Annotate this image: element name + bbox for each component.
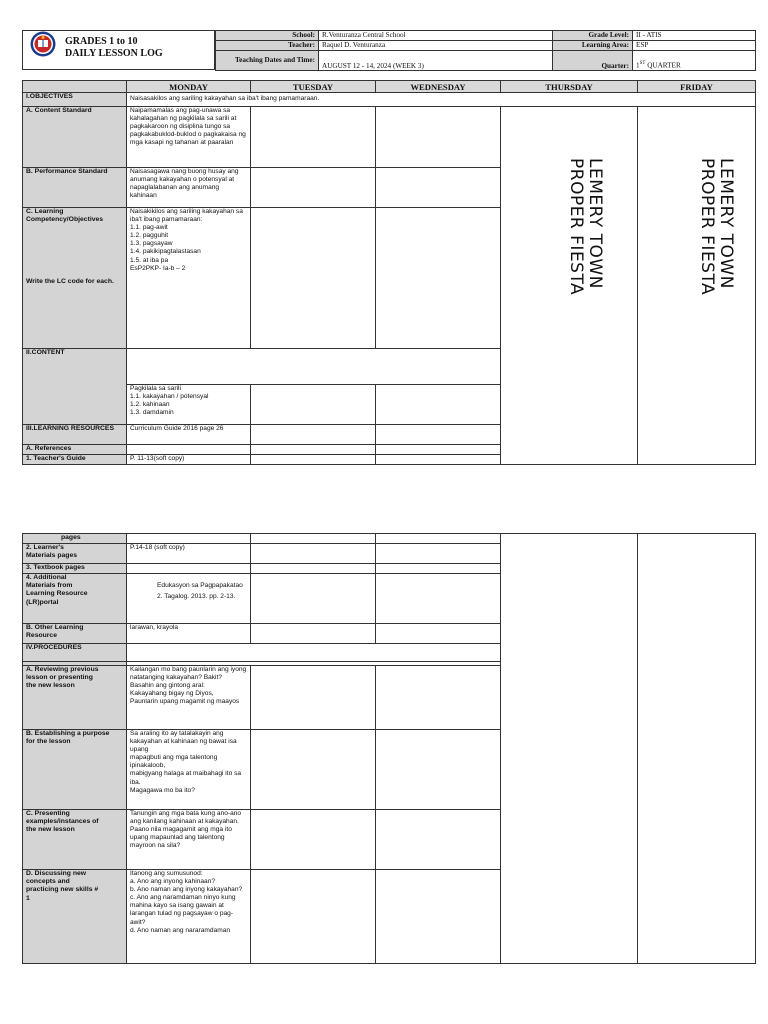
pages-monday [127,534,251,544]
references-wednesday [376,445,501,455]
additional-materials-monday: Edukasyon sa Pagpapakatao 2. Tagalog. 2013. pp. 2-13. [127,574,251,624]
additional-materials-wednesday [376,574,501,624]
content-standard-monday: Naipamamalas ang pag-unawa sa kahalagahan ng pagkilala sa sarili at pagkakaroon ng disiplina tungo sa pagkakabuklod-buklod o pagkakaisa ng mga kasapi ng tahanan at paaralan [127,107,251,168]
content-tuesday [251,385,376,425]
header-info-table [215,30,756,71]
content-standard-wednesday [376,107,501,168]
quarter-word: QUARTER [645,61,681,70]
area-value: ESP [633,41,756,51]
teacher-value: Raquel D. Venturanza [319,41,553,51]
lesson-log-table-page2 [22,533,756,964]
friday-column-page2 [638,534,756,964]
reviewing-lesson-tuesday [251,666,376,730]
competency-tuesday [251,208,376,349]
other-resource-wednesday [376,624,501,644]
day-wednesday: WEDNESDAY [376,81,501,93]
objectives-label: I.OBJECTIVES [23,93,127,107]
content-standard-label: A. Content Standard [23,107,127,168]
area-label: Learning Area: [553,41,633,51]
reviewing-lesson-label: A. Reviewing previous lesson or presenting the new lesson [23,666,127,730]
performance-standard-monday: Naisasagawa nang buong husay ang anumang kakayahan o potensyal at napaglalabanan ang anumang kahinaan [127,168,251,208]
teachers-guide-tuesday [251,455,376,465]
objectives-text: Naisasakilos ang sariling kakayahan sa iba't ibang pamamaraan. [127,93,756,107]
lc-code-label: Write the LC code for each. [26,278,114,286]
quarter-label: Quarter: [553,51,633,71]
competency-label [23,208,127,349]
thursday-column-page2 [501,534,638,964]
pages-tuesday [251,534,376,544]
learners-materials-monday: P.14-18 (soft copy) [127,544,251,564]
resources-tuesday [251,425,376,445]
presenting-examples-monday: Tanungin ang mga bata kung ano-ano ang kanilang kahinaan at kakayahan. Paano nila magagamit ang mga ito upang mapaunlad ang talentong mayroon na sila? [127,810,251,870]
learners-materials-label: 2. Learner's Materials pages [23,544,127,564]
resources-wednesday [376,425,501,445]
other-resource-tuesday [251,624,376,644]
performance-standard-tuesday [251,168,376,208]
textbook-wednesday [376,564,501,574]
content-blank [127,349,501,385]
establishing-purpose-monday: Sa araling ito ay tatalakayin ang kakayahan at kahinaan ng bawat isa upang mapagbuti ang mga talentong ipinakaloob, mabigyang halaga at maibahagi ito sa iba. Magagawa mo ba ito? [127,730,251,810]
pages-label: pages [23,534,127,544]
competency-label-text: C. Learning Competency/Objectives [26,208,104,224]
presenting-examples-wednesday [376,810,501,870]
performance-standard-label: B. Performance Standard [23,168,127,208]
content-standard-tuesday [251,107,376,168]
establishing-purpose-wednesday [376,730,501,810]
school-value: R.Venturanza Central School [319,31,553,41]
learners-materials-wednesday [376,544,501,564]
procedures-blank [127,644,501,662]
resources-monday: Curriculum Guide 2016 page 26 [127,425,251,445]
content-label: II.CONTENT [23,349,127,425]
grade-value: II - ATIS [633,31,756,41]
competency-monday: Naisakikilos ang sariling kakayahan sa iba't ibang pamamaraan: 1.1. pag-awit 1.2. pagguhit 1.3. pagsayaw 1.4. pakikipagtalastasan 1.5. at iba pa EsP2PKP- Ia-b – 2 [127,208,251,349]
textbook-monday [127,564,251,574]
pages-wednesday [376,534,501,544]
teachers-guide-wednesday [376,455,501,465]
dates-value: AUGUST 12 - 14, 2024 (WEEK 3) [319,51,553,71]
content-wednesday [376,385,501,425]
discussing-concepts-monday: Itanong ang sumusunod: a. Ano ang inyong kahinaan? b. Ano naman ang inyong kakayahan? c. Ano ang naramdaman ninyo kung mahina kayo sa isang gawain at larangan tulad ng pagsayaw o pag-awit? d. Ano naman ang nararamdaman [127,870,251,964]
additional-materials-tuesday [251,574,376,624]
performance-standard-wednesday [376,168,501,208]
competency-wednesday [376,208,501,349]
textbook-label: 3. Textbook pages [23,564,127,574]
grade-label: Grade Level: [553,31,633,41]
teachers-guide-monday: P. 11-13(soft copy) [127,455,251,465]
textbook-tuesday [251,564,376,574]
dates-label: Teaching Dates and Time: [216,51,319,71]
teachers-guide-label: 1. Teacher's Guide [23,455,127,465]
other-resource-label: B. Other Learning Resource [23,624,127,644]
discussing-concepts-label: D. Discussing new concepts and practicing new skills # 1 [23,870,127,964]
learners-materials-tuesday [251,544,376,564]
day-thursday: THURSDAY [501,81,638,93]
corner-cell [23,81,127,93]
references-tuesday [251,445,376,455]
quarter-num: 1 [636,61,640,70]
establishing-purpose-label: B. Establishing a purpose for the lesson [23,730,127,810]
references-monday [127,445,251,455]
title-box [22,30,215,70]
reviewing-lesson-monday: Kailangan mo bang paunlarin ang iyong natatanging kakayahan? Bakit? Basahin ang gintong aral: Kakayahang bigay ng Diyos, Paunlarin upang magamit ng maayos [127,666,251,730]
discussing-concepts-tuesday [251,870,376,964]
day-monday: MONDAY [127,81,251,93]
day-friday: FRIDAY [638,81,756,93]
quarter-value [633,51,756,71]
discussing-concepts-wednesday [376,870,501,964]
school-label: School: [216,31,319,41]
other-resource-monday: larawan, krayola [127,624,251,644]
friday-fiesta-text: LEMERY TOWN PROPER FIESTA [697,158,736,296]
establishing-purpose-tuesday [251,730,376,810]
form-title-line2: DAILY LESSON LOG [65,48,163,59]
teacher-label: Teacher: [216,41,319,51]
reviewing-lesson-wednesday [376,666,501,730]
references-label: A. References [23,445,127,455]
form-title-line1: GRADES 1 to 10 [65,36,138,47]
lesson-log-table-page1 [22,80,756,465]
content-monday: Pagkilala sa sarili 1.1. kakayahan / potensyal 1.2. kahinaan 1.3. damdamin [127,385,251,425]
resources-label: III.LEARNING RESOURCES [23,425,127,445]
presenting-examples-label: C. Presenting examples/instances of the new lesson [23,810,127,870]
procedures-label: IV.PROCEDURES [23,644,127,662]
thursday-fiesta-text: LEMERY TOWN PROPER FIESTA [566,158,605,296]
quarter-sup: ST [639,61,646,67]
presenting-examples-tuesday [251,810,376,870]
additional-materials-label: 4. Additional Materials from Learning Resource (LR)portal [23,574,127,624]
day-tuesday: TUESDAY [251,81,376,93]
